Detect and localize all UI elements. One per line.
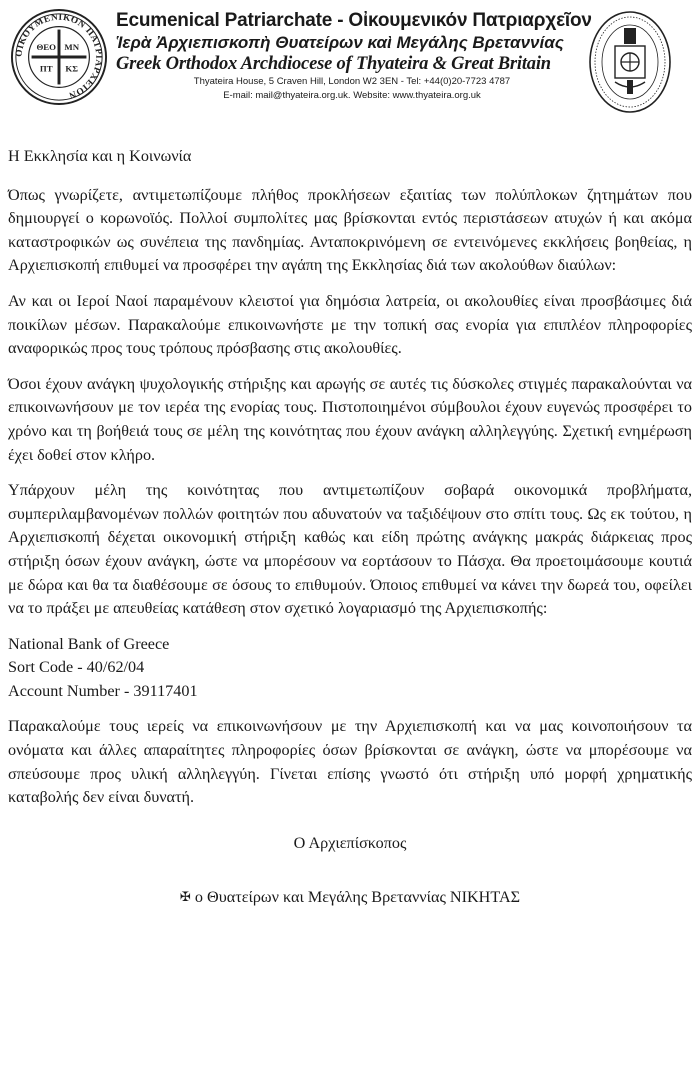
svg-text:ΘΕΟ: ΘΕΟ [36,42,57,53]
svg-text:ΠΤ: ΠΤ [39,63,53,74]
paragraph-donations: Υπάρχουν μέλη της κοινότητας που αντιμετωπίζουν σοβαρά οικονομικά προβλήματα, συμπεριλαμβανομένων πολλών φοιτητών που αδυνατούν να ταξιδέψουν στο σπίτι τους. Ως εκ τούτου, η Αρχιεπισκοπή δέχεται οικονομική στήριξη καθώς και είδη πρώτης ανάγκης μακράς διάρκειας προς στήριξη όσων έχουν ανάγκη, ώστε να μπορέσουν να εορτάσουν το Πάσχα. Θα προετοιμάσουμε κουτιά με δώρα και θα τα διαθέσουμε σε όσους το επιθυμούν. Όποιος επιθυμεί να κάνει την δωρεά του, οφείλει να το πράξει με απευθείας κατάθεση στον σχετικό λογαριασμό της Αρχιεπισκοπής: [8,481,692,618]
archdiocese-name-english: Greek Orthodox Archdiocese of Thyateira & Great Britain [116,54,551,74]
paragraph-closing: Παρακαλούμε τους ιερείς να επικοινωνήσουν με την Αρχιεπισκοπή και να μας κοινοποιήσουν τα ονόματα και άλλες απαραίτητες πληροφορίες όσων βρίσκονται σε ανάγκη, ώστε να μπορέσουμε να σπεύσουμε προς υλική αλληλεγγύη. Γίνεται επίσης γνωστό ότι στήριξη υπό μορφή χρηματικής καταβολής δεν είναι δυνατή. [8,717,692,807]
patriarchate-seal-icon [10,8,108,106]
address-line: Thyateira House, 5 Craven Hill, London W2 3EN - Tel: +44(0)20-7723 4787 [193,76,511,87]
svg-text:ΚΣ: ΚΣ [65,63,79,74]
signature-name: ο Θυατείρων και Μεγάλης Βρεταννίας ΝΙΚΗΤΑΣ [194,888,521,907]
paragraph-services: Αν και οι Ιεροί Ναοί παραμένουν κλειστοί για δημόσια λατρεία, οι ακολουθίες είναι προσβάσιμες διά ποικίλων μέσων. Παρακαλούμε επικοινωνήστε με την τοπική σας ενορία για επιπλέον πληροφορίες αναφορικώς προς τους τρόπους πρόσβασης στις ακολουθίες. [8,291,692,358]
patriarchate-name: Ecumenical Patriarchate - Οἰκουμενικόν Πατριαρχεῖον [116,10,592,31]
sort-code: Sort Code - 40/62/04 [8,658,145,677]
bank-name: National Bank of Greece [8,634,170,653]
archdiocese-name-greek: Ἱερὰ Ἀρχιεπισκοπὴ Θυατείρων καὶ Μεγάλης Βρεταννίας [116,33,564,52]
letterhead [0,0,700,125]
account-number: Account Number - 39117401 [8,681,198,700]
paragraph-support: Όσοι έχουν ανάγκη ψυχολογικής στήριξης και αρωγής σε αυτές τις δύσκολες στιγμές παρακαλούνται να επικοινωνήσουν με τον ιερέα της ενορίας τους. Πιστοποιημένοι σύμβουλοι έχουν ευγενώς προσφέρει το χρόνο και τη βοήθειά τους σε μέλη της κοινότητας που έχουν ανάγκη αλληλεγγύης. Σχετική ενημέρωση έχει δοθεί στον κλήρο. [8,374,692,464]
signature-title: Ο Αρχιεπίσκοπος [293,833,407,852]
svg-text:ΜΝ: ΜΝ [64,42,80,53]
cross-icon: ✠ [179,889,191,905]
archdiocese-seal-icon [575,6,685,116]
letterhead-text [116,10,592,103]
signature [8,885,692,910]
bank-details [8,633,692,704]
paragraph-intro: Όπως γνωρίζετε, αντιμετωπίζουμε πλήθος προκλήσεων εξαιτίας των πολύπλοκων ζητημάτων που δημιουργεί ο κορωνοϊός. Πολλοί συμπολίτες μας βρίσκονται εντός περιστάσεων ατυχών ή και ακόμα καταστροφικών ως συνέπεια της πανδημίας. Ανταποκρινόμενη σε εντεινόμενες εκκλήσεις βοηθείας, η Αρχιεπισκοπή επιθυμεί να προσφέρει την αγάπη της Εκκλησίας διά των ακολούθων διαύλων: [8,185,692,275]
svg-text:ΟΙΚΟΥΜΕΝΙΚΟΝ ΠΑΤΡΙΑΡΧΕΙΟΝ: ΟΙΚΟΥΜΕΝΙΚΟΝ ΠΑΤΡΙΑΡΧΕΙΟΝ [14,12,104,100]
contact-line: E-mail: mail@thyateira.org.uk. Website: www.thyateira.org.uk [223,90,481,101]
letter-heading: Η Εκκλησία και η Κοινωνία [8,147,192,165]
letter-body [8,145,692,910]
